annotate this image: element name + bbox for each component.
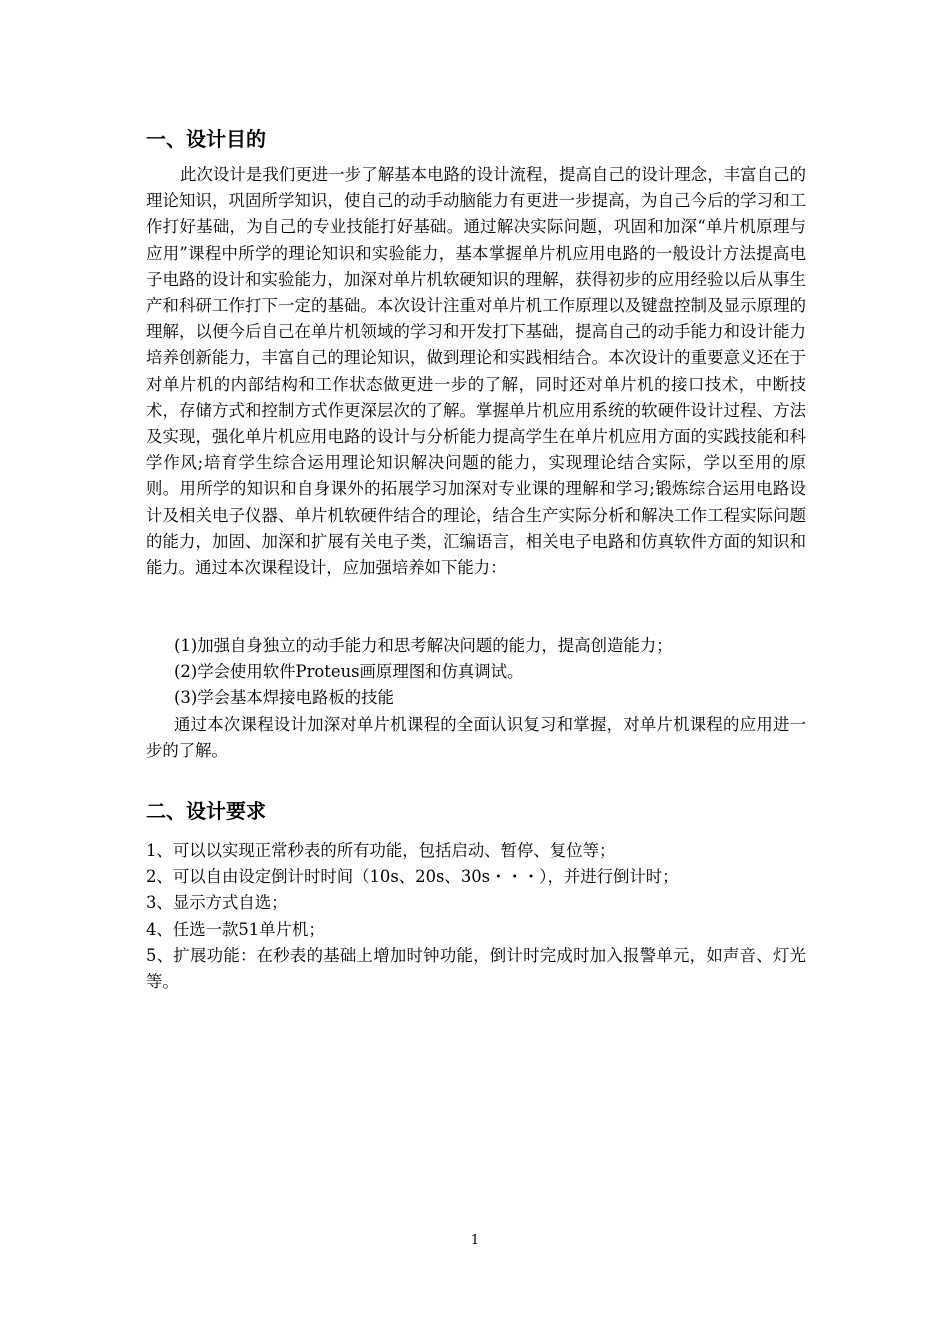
list-item: 4、任选一款51单片机； (146, 919, 325, 939)
requirements-list (146, 838, 806, 995)
list-item: 1、可以以实现正常秒表的所有功能，包括启动、暂停、复位等； (146, 841, 616, 860)
ability-list (146, 633, 806, 712)
list-item: (2)学会使用软件Proteus画原理图和仿真调试。 (174, 662, 524, 682)
list-item: (3)学会基本焊接电路板的技能 (174, 688, 394, 708)
list-item: 5、扩展功能：在秒表的基础上增加时钟功能，倒计时完成时加入报警单元，如声音、灯光等。 (146, 945, 806, 992)
section-heading-design-purpose: 一、设计目的 (146, 127, 266, 151)
page-number: 1 (470, 1233, 480, 1248)
list-item: 3、显示方式自选； (146, 893, 288, 913)
design-purpose-summary: 通过本次课程设计加深对单片机课程的全面认识复习和掌握，对单片机课程的应用进一步的了解。 (146, 715, 806, 761)
list-item: (1)加强自身独立的动手能力和思考解决问题的能力，提高创造能力； (174, 636, 673, 655)
list-item: 2、可以自由设定倒计时时间（10s、20s、30s・・・），并进行倒计时； (146, 867, 679, 887)
section-heading-design-requirements: 二、设计要求 (146, 799, 266, 823)
design-purpose-paragraph: 此次设计是我们更进一步了解基本电路的设计流程，提高自己的设计理念，丰富自己的理论知识，巩固所学知识，使自己的动手动脑能力有更进一步提高，为自己今后的学习和工作打好基础，为自己的专业技能打好基础。通过解决实际问题，巩固和加深“单片机原理与应用”课程中所学的理论知识和实验能力，基本掌握单片机应用电路的一般设计方法提高电子电路的设计和实验能力，加深对单片机软硬知识的理解，获得初步的应用经验以后从事生产和科研工作打下一定的基础。本次设计注重对单片机工作原理以及键盘控制及显示原理的理解，以便今后自己在单片机领域的学习和开发打下基础，提高自己的动手能力和设计能力培养创新能力，丰富自己的理论知识，做到理论和实践相结合。本次设计的重要意义还在于对单片机的内部结构和工作状态做更进一步的了解，同时还对单片机的接口技术，中断技术，存储方式和控制方式作更深层次的了解。掌握单片机应用系统的软硬件设计过程、方法及实现，强化单片机应用电路的设计与分析能力提高学生在单片机应用方面的实践技能和科学作风;培育学生综合运用理论知识解决问题的能力，实现理论结合实际，学以至用的原则。用所学的知识和自身课外的拓展学习加深对专业课的理解和学习;锻炼综合运用电路设计及相关电子仪器、单片机软硬件结合的理论，结合生产实际分析和解决工作工程实际问题的能力，加固、加深和扩展有关电子类，汇编语言，相关电子电路和仿真软件方面的知识和能力。通过本次课程设计，应加强培养如下能力： (146, 165, 806, 578)
